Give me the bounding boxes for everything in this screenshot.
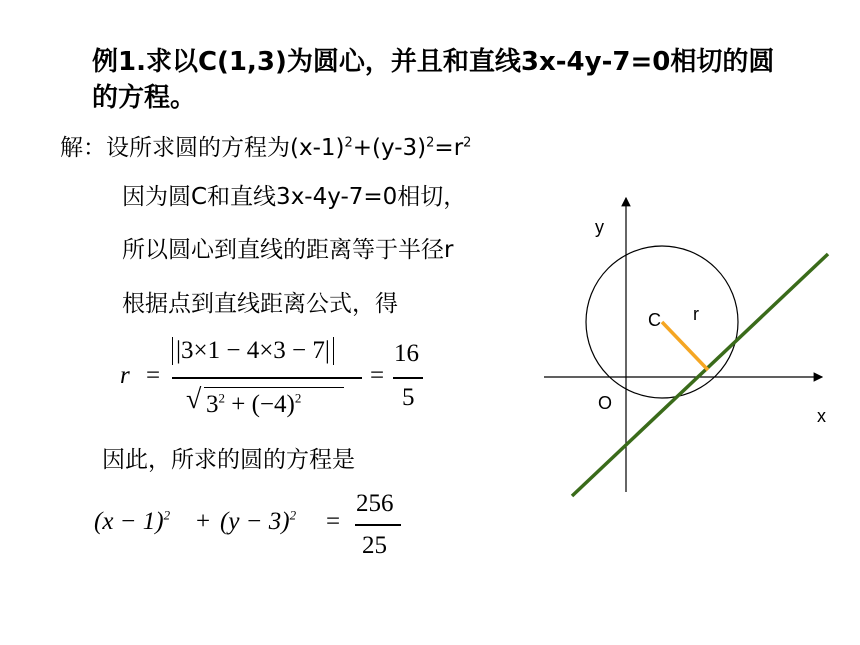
radius-segment xyxy=(662,322,708,370)
formula2-eq: = xyxy=(326,508,341,535)
radicand-base: 3 xyxy=(206,391,219,418)
formula1-result-bar xyxy=(393,377,423,379)
formula2-exp-2: 2 xyxy=(289,507,297,523)
formula1-denominator xyxy=(206,391,301,419)
x-axis-label: x xyxy=(817,406,826,426)
formula1-fraction-bar xyxy=(172,377,362,379)
exp-c: 2 xyxy=(463,135,472,151)
step1-eq-b: +(y-3) xyxy=(352,135,427,161)
formula2-result-den: 25 xyxy=(362,532,387,559)
radicand-exp-2: 2 xyxy=(294,390,302,406)
formula1-eq: = xyxy=(146,362,161,389)
exp-b: 2 xyxy=(426,135,435,151)
title-line-1: 例1.求以C(1,3)为圆心，并且和直线3x-4y-7=0相切的圆 xyxy=(92,47,775,77)
formula1-eq2: = xyxy=(370,362,385,389)
step1-eq-c: =r xyxy=(434,135,464,161)
problem-title xyxy=(92,44,812,116)
solution-step-4: 根据点到直线距离公式，得 xyxy=(122,291,398,317)
formula2-part2-text: (y − 3) xyxy=(220,508,290,535)
formula1-result-num: 16 xyxy=(394,340,419,367)
solution-step-5: 因此，所求的圆的方程是 xyxy=(102,447,355,473)
sqrt-sign: √ xyxy=(186,384,202,415)
sqrt-overline xyxy=(204,387,344,388)
solution-step-2: 因为圆C和直线3x-4y-7=0相切， xyxy=(122,184,467,210)
origin-label: O xyxy=(598,393,613,413)
step1-eq-a: (x-1) xyxy=(290,135,345,161)
formula1-numerator: |3×1 − 4×3 − 7| xyxy=(172,337,334,365)
formula1-result-den: 5 xyxy=(402,384,415,411)
solution-step-3: 所以圆心到直线的距离等于半径r xyxy=(122,237,454,263)
solution-prefix: 解： xyxy=(60,135,106,161)
formula2-plus: + xyxy=(196,508,211,535)
exp-a: 2 xyxy=(344,135,353,151)
formula2-result-bar xyxy=(355,524,401,526)
solution-step-1 xyxy=(60,133,471,163)
radicand-rest: + (−4) xyxy=(225,391,295,418)
formula2-part1-text: (x − 1) xyxy=(94,508,164,535)
title-line-2: 的方程。 xyxy=(92,83,197,113)
center-label: C xyxy=(648,310,661,330)
y-axis-label: y xyxy=(595,217,604,237)
formula2-part1 xyxy=(94,508,170,536)
tangent-line xyxy=(572,254,828,496)
formula2-result-num: 256 xyxy=(356,490,394,517)
geometry-diagram xyxy=(530,190,840,510)
formula2-exp-1: 2 xyxy=(163,507,171,523)
formula1-lhs: r xyxy=(120,362,130,389)
radicand-exp-1: 2 xyxy=(218,390,225,406)
formula2-part2 xyxy=(220,508,296,536)
radius-label: r xyxy=(693,304,699,324)
step1-text: 设所求圆的方程为 xyxy=(106,135,290,161)
